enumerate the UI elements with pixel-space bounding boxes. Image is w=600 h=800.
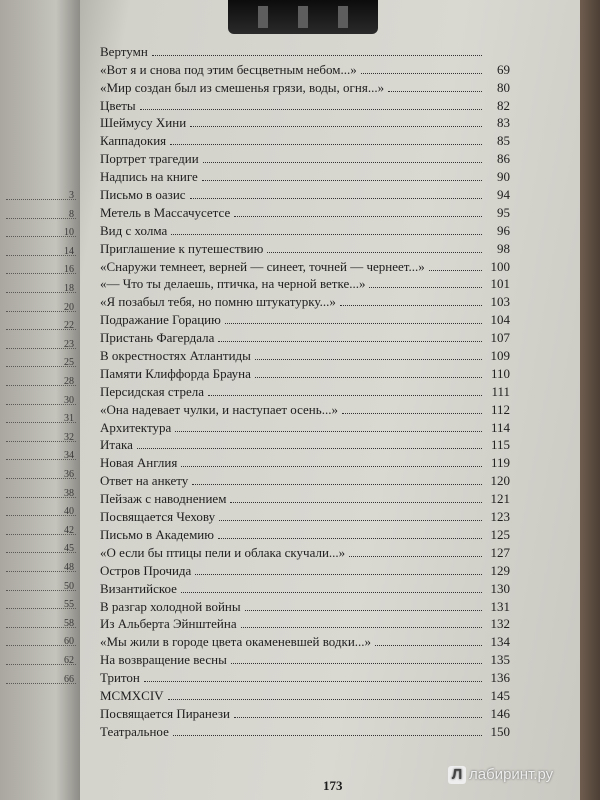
toc-entry-page: 150 bbox=[490, 723, 510, 739]
toc-leader-dots bbox=[245, 610, 482, 611]
toc-entry-title: Пристань Фагердала bbox=[100, 330, 215, 346]
left-page-number: 38 bbox=[64, 487, 74, 499]
toc-entry-title: «Мы жили в городе цвета окаменевшей водки...» bbox=[100, 634, 372, 650]
toc-entry-title: Надпись на книге bbox=[100, 169, 198, 185]
toc-entry-page: 103 bbox=[490, 294, 510, 310]
toc-entry bbox=[100, 615, 510, 633]
toc-entry-title: «О если бы птицы пели и облака скучали...» bbox=[100, 544, 346, 560]
toc-entry bbox=[100, 579, 510, 597]
left-page-number: 32 bbox=[64, 431, 74, 443]
toc-entry bbox=[100, 668, 510, 686]
toc-leader-dots bbox=[168, 699, 482, 700]
toc-leader-dots bbox=[152, 55, 482, 56]
toc-entry-page: 94 bbox=[497, 187, 510, 203]
toc-entry-page: 82 bbox=[497, 97, 510, 113]
toc-entry-page: 112 bbox=[490, 401, 510, 417]
toc-entry-title: «Я позабыл тебя, но помню штукатурку...» bbox=[100, 294, 336, 310]
left-page-number: 10 bbox=[64, 227, 74, 239]
left-page-number: 58 bbox=[64, 617, 74, 629]
toc-entry-title: Приглашение к путешествию bbox=[100, 240, 264, 256]
page-number: 173 bbox=[323, 778, 343, 793]
toc-entry-page: 134 bbox=[490, 634, 510, 650]
toc-entry-page: 96 bbox=[497, 222, 510, 238]
left-page-number: 28 bbox=[64, 376, 74, 387]
toc-entry bbox=[100, 257, 510, 275]
left-page-number: 20 bbox=[64, 301, 74, 313]
toc-entry-title: Портрет трагедии bbox=[100, 151, 199, 167]
toc-entry-page: 109 bbox=[490, 348, 510, 364]
toc-entry-page: 145 bbox=[490, 687, 510, 703]
toc-entry-title: Из Альберта Эйнштейна bbox=[100, 616, 237, 632]
toc-entry bbox=[100, 239, 510, 257]
toc-entry bbox=[100, 507, 510, 525]
left-page-number: 48 bbox=[64, 562, 74, 573]
toc-entry-page: 80 bbox=[497, 79, 510, 95]
left-page-number: 16 bbox=[64, 264, 74, 276]
left-page-number: 22 bbox=[64, 320, 74, 332]
watermark-text: лабиринт.ру bbox=[469, 766, 554, 783]
left-page-number: 40 bbox=[64, 506, 74, 518]
toc-entry-page: 98 bbox=[497, 240, 510, 256]
toc-leader-dots bbox=[234, 216, 482, 217]
toc-entry-page: 130 bbox=[490, 580, 510, 596]
toc-entry bbox=[100, 149, 510, 167]
left-page-number: 23 bbox=[64, 338, 74, 350]
toc-entry-title: «Вот я и снова под этим бесцветным небом...» bbox=[100, 61, 357, 77]
toc-entry-title: Архитектура bbox=[100, 419, 172, 435]
toc-entry bbox=[100, 722, 510, 740]
left-page-number: 55 bbox=[64, 599, 74, 611]
toc-entry-page: 121 bbox=[490, 491, 510, 507]
toc-entry-title: Вертумн bbox=[100, 43, 148, 59]
toc-entry bbox=[100, 471, 510, 489]
toc-entry-page: 135 bbox=[490, 652, 510, 668]
left-page-number: 30 bbox=[64, 394, 74, 406]
left-page-number: 45 bbox=[64, 543, 74, 555]
toc-entry bbox=[100, 167, 510, 185]
left-page-number: 18 bbox=[64, 283, 74, 294]
left-page-edge bbox=[0, 0, 80, 800]
toc-leader-dots bbox=[231, 663, 482, 664]
toc-entry bbox=[100, 704, 510, 722]
toc-leader-dots bbox=[255, 377, 482, 378]
toc-entry-title: Памяти Клиффорда Брауна bbox=[100, 365, 251, 381]
toc-entry bbox=[100, 382, 510, 400]
left-page-number: 66 bbox=[64, 673, 74, 685]
book-cover-edge bbox=[580, 0, 600, 800]
toc-entry bbox=[100, 60, 510, 78]
toc-entry-title: Посвящается Чехову bbox=[100, 509, 216, 525]
toc-leader-dots bbox=[361, 73, 482, 74]
toc-entry bbox=[100, 489, 510, 507]
toc-entry-page: 69 bbox=[497, 61, 510, 77]
toc-entry bbox=[100, 561, 510, 579]
toc-leader-dots bbox=[208, 395, 482, 396]
toc-leader-dots bbox=[241, 627, 482, 628]
left-page-number: 25 bbox=[64, 357, 74, 369]
toc-entry-title: Пейзаж с наводнением bbox=[100, 491, 227, 507]
toc-entry-title: Ответ на анкету bbox=[100, 473, 189, 489]
toc-entry-title: В разгар холодной войны bbox=[100, 598, 241, 614]
left-page-number: 50 bbox=[64, 580, 74, 592]
toc-entry bbox=[100, 364, 510, 382]
toc-entry-title: «Мир создан был из смешенья грязи, воды, огня...» bbox=[100, 79, 385, 95]
toc-leader-dots bbox=[218, 341, 482, 342]
toc-entry-page: 90 bbox=[497, 169, 510, 185]
left-page-number: 31 bbox=[64, 413, 74, 425]
toc-entry-title: Каппадокия bbox=[100, 133, 167, 149]
toc-leader-dots bbox=[171, 234, 482, 235]
toc-entry-title: «Снаружи темнеет, верней — синеет, точней — чернеет...» bbox=[100, 258, 425, 274]
toc-entry-page: 123 bbox=[490, 509, 510, 525]
toc-entry-page: 132 bbox=[490, 616, 510, 632]
watermark bbox=[448, 766, 553, 784]
toc-entry-title: Новая Англия bbox=[100, 455, 178, 471]
toc-entry-title: «— Что ты делаешь, птичка, на черной ветке...» bbox=[100, 276, 366, 292]
toc-leader-dots bbox=[219, 520, 482, 521]
toc-entry-title: В окрестностях Атлантиды bbox=[100, 348, 251, 364]
toc-leader-dots bbox=[342, 413, 482, 414]
toc-entry-title: Тритон bbox=[100, 670, 140, 686]
toc-leader-dots bbox=[230, 502, 482, 503]
left-page-number: 36 bbox=[64, 469, 74, 480]
toc-leader-dots bbox=[195, 574, 482, 575]
toc-entry-title: MCMXCIV bbox=[100, 687, 164, 703]
toc-leader-dots bbox=[225, 323, 482, 324]
toc-entry bbox=[100, 328, 510, 346]
toc-entry bbox=[100, 400, 510, 418]
toc-entry-title: «Она надевает чулки, и наступает осень...» bbox=[100, 401, 338, 417]
toc-entry-page: 100 bbox=[490, 258, 510, 274]
toc-entry-page: 104 bbox=[490, 312, 510, 328]
toc-entry bbox=[100, 453, 510, 471]
toc-entry-page: 95 bbox=[497, 204, 510, 220]
toc-entry bbox=[100, 597, 510, 615]
toc-entry-page: 120 bbox=[490, 473, 510, 489]
toc-entry-page: 131 bbox=[490, 598, 510, 614]
toc-leader-dots bbox=[137, 448, 482, 449]
toc-leader-dots bbox=[218, 538, 482, 539]
toc-leader-dots bbox=[144, 681, 482, 682]
toc-leader-dots bbox=[388, 91, 482, 92]
toc-entry-title: Византийское bbox=[100, 580, 177, 596]
toc-leader-dots bbox=[369, 287, 482, 288]
toc-entry bbox=[100, 686, 510, 704]
toc-entry-title: Посвящается Пиранези bbox=[100, 705, 230, 721]
toc-entry-title: Метель в Массачусетсе bbox=[100, 204, 231, 220]
toc-leader-dots bbox=[181, 592, 482, 593]
toc-leader-dots bbox=[170, 144, 482, 145]
toc-leader-dots bbox=[190, 198, 482, 199]
toc-entry bbox=[100, 42, 510, 60]
left-page-number: 3 bbox=[69, 190, 74, 201]
table-of-contents bbox=[100, 42, 510, 740]
toc-entry-title: Подражание Горацию bbox=[100, 312, 221, 328]
toc-entry bbox=[100, 632, 510, 650]
toc-entry bbox=[100, 346, 510, 364]
toc-entry bbox=[100, 650, 510, 668]
toc-entry-page: 110 bbox=[490, 365, 510, 381]
toc-leader-dots bbox=[340, 305, 482, 306]
toc-entry-title: Письмо в Академию bbox=[100, 526, 214, 542]
labirint-logo-icon: Л bbox=[448, 766, 466, 784]
toc-entry-title: Вид с холма bbox=[100, 222, 168, 238]
toc-entry bbox=[100, 131, 510, 149]
toc-entry bbox=[100, 525, 510, 543]
toc-entry-page: 83 bbox=[497, 115, 510, 131]
toc-entry-page: 129 bbox=[490, 562, 510, 578]
toc-entry bbox=[100, 185, 510, 203]
toc-entry bbox=[100, 221, 510, 239]
toc-entry-title: Итака bbox=[100, 437, 133, 453]
left-page-number: 60 bbox=[64, 636, 74, 648]
toc-entry bbox=[100, 418, 510, 436]
left-page-leader bbox=[6, 199, 76, 200]
toc-entry-page: 136 bbox=[490, 670, 510, 686]
toc-entry-title: Цветы bbox=[100, 97, 136, 113]
toc-entry-page: 114 bbox=[490, 419, 510, 435]
toc-entry bbox=[100, 78, 510, 96]
toc-leader-dots bbox=[202, 180, 482, 181]
toc-entry-page: 125 bbox=[490, 526, 510, 542]
toc-entry bbox=[100, 292, 510, 310]
toc-entry-page: 146 bbox=[490, 705, 510, 721]
toc-leader-dots bbox=[140, 109, 482, 110]
toc-entry-title: На возвращение весны bbox=[100, 652, 227, 668]
toc-entry-page: 85 bbox=[497, 133, 510, 149]
toc-leader-dots bbox=[375, 645, 482, 646]
left-page-leader bbox=[6, 218, 76, 219]
toc-entry bbox=[100, 436, 510, 454]
toc-leader-dots bbox=[181, 466, 482, 467]
toc-entry-page: 107 bbox=[490, 330, 510, 346]
toc-leader-dots bbox=[190, 126, 482, 127]
toc-leader-dots bbox=[234, 717, 482, 718]
toc-entry bbox=[100, 114, 510, 132]
toc-entry-title: Театральное bbox=[100, 723, 169, 739]
toc-entry bbox=[100, 275, 510, 293]
toc-leader-dots bbox=[192, 484, 482, 485]
left-page-number: 14 bbox=[64, 245, 74, 257]
toc-leader-dots bbox=[175, 431, 482, 432]
toc-entry-title: Остров Прочида bbox=[100, 562, 192, 578]
toc-entry bbox=[100, 543, 510, 561]
toc-entry bbox=[100, 96, 510, 114]
toc-leader-dots bbox=[429, 270, 482, 271]
binder-clip-icon bbox=[228, 0, 378, 34]
toc-entry-page: 115 bbox=[490, 437, 510, 453]
left-page-number: 34 bbox=[64, 450, 74, 462]
toc-leader-dots bbox=[203, 162, 482, 163]
toc-leader-dots bbox=[173, 735, 482, 736]
toc-entry-page: 86 bbox=[497, 151, 510, 167]
toc-entry bbox=[100, 203, 510, 221]
toc-entry-page: 119 bbox=[490, 455, 510, 471]
left-page-number: 8 bbox=[69, 208, 74, 220]
toc-entry-page: 111 bbox=[491, 383, 510, 399]
toc-entry-title: Шеймусу Хини bbox=[100, 115, 187, 131]
toc-entry-title: Письмо в оазис bbox=[100, 187, 186, 203]
left-page-number: 42 bbox=[64, 524, 74, 536]
toc-entry-title: Персидская стрела bbox=[100, 383, 205, 399]
toc-leader-dots bbox=[255, 359, 482, 360]
toc-leader-dots bbox=[267, 252, 482, 253]
left-page-number: 62 bbox=[64, 655, 74, 666]
toc-entry bbox=[100, 310, 510, 328]
toc-entry-page: 127 bbox=[490, 544, 510, 560]
toc-entry-page: 101 bbox=[490, 276, 510, 292]
toc-leader-dots bbox=[349, 556, 482, 557]
